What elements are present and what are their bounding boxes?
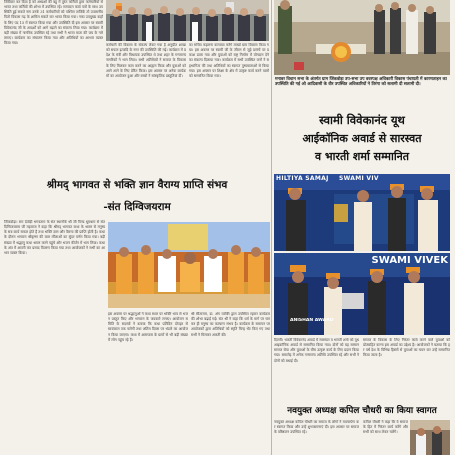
article-text: का सचिव कहलना करवाया करेंगे लाखों ग्राम विकास किया गया। इस अवसर पर स्वामी जी के जीवन से जुड़े प्रसंगों पर प्रकाश डाला गया और युवाओं को राष्ट्र निर्माण में योगदान देने का संकल्प दिलाया गया। कार्यक्रम में सभी उपस्थित जनों ने सहभागिता की तथा अतिथियों का स्वागत पुष्पमालाओं से किया गया। इस अवसर पर शिक्षा के क्षेत्र में उत्कृष्ट कार्य करने वालों को सम्मानित किया गया। (189, 43, 269, 78)
photo-kapil (410, 420, 450, 455)
headline-vivekanand-line1: स्वामी विवेकानंद यूथ (319, 113, 405, 127)
article-text: कर्मचारी की विकास के संकल्प लेकर गया है अनुप्रीत शाखा को सफल इत्यादि के नगर की उपस्थिति की गई। कार्यक्रम में प्रदेश के मंत्री और विधायक उपस्थित थे तथा शहर के गणमान्य नागरिकों ने भाग लिया। सभी अतिथियों ने समाज के विकास के लिए मिलकर काम करने का आह्वान किया और युवाओं को आगे आने के लिए प्रेरित किया। इस अवसर पर अनेक कार्यक्रमों का आयोजन हुआ और बच्चों ने सांस्कृतिक प्रस्तुतियां दीं। (106, 43, 186, 78)
photo-dignitaries (106, 0, 269, 41)
article-text: नवयुक्त अध्यक्ष कपिल चौधरी का समाज के लोगों ने माल्यार्पण कर स्वागत किया और उन्हें शुभकामनाएं दीं। इस अवसर पर समाज के वरिष्ठजन उपस्थित रहे। (274, 420, 359, 435)
article-text: समाज के विकास के लिए निरंतर कार्य करने वाले युवाओं को प्रोत्साहित करना इस अवार्ड का उद्देश्य है। आयोजकों ने बताया कि हर वर्ष देश के विभिन्न हिस्सों से युवाओं का चयन कर उन्हें सम्मानित किया जाता है। (363, 338, 450, 358)
article-text: दिल्ली। भारती विवेकानंद अवार्ड में सारस्वत व भारती शर्मा को यूथ आइकॉनिक अवार्ड से सम्मानित किया गया। दोनों को यह सम्मान समाज सेवा और युवाओं के बीच उत्कृष्ट कार्य के लिए प्रदान किया गया। समारोह में अनेक गणमान्य अतिथि उपस्थित रहे और सभी ने दोनों को बधाई दी। (274, 338, 359, 363)
news-column-mid-left (106, 43, 186, 173)
banner-text-top: HILTIYA SAMAJ SWAMI VIV (276, 175, 379, 182)
article-text: जिंकवोड़ा। राम देवोड़ी भगवताम के संत स्थानोंके श्री जी पिण्ड धूमधाम से संत दिग्विजयराम जी महाराज ने कहा कि श्रीमद् भागवत कथा के श्रवण से मनुष्य के सब कार्य सफल होते हैं तथा भक्ति ज्ञान और वैराग्य की प्राप्ति होती है। कथा के दौरान भगवान श्रीकृष्ण की बाल लीलाओं का सुंदर वर्णन किया गया। बड़ी संख्या में श्रद्धालु कथा श्रवण करने पहुंचे और भजन कीर्तन में भाग लिया। कथा के अंत में आरती कर प्रसाद वितरण किया गया तथा आयोजकों ने सभी का आभार व्यक्त किया। (4, 220, 105, 255)
headline-vivekanand-line2: आईकॉनिक अवार्ड से सारस्वत (302, 132, 422, 145)
news-column-bhagwat-right (191, 312, 270, 455)
article-text: इस अवसर पर श्रद्धालुओं ने कथा स्थल पर भक्ति भाव से भजन प्रस्तुत किए और भगवान के जयकारे लगाए। आयोजन समिति के सदस्यों ने बताया कि कथा प्रतिदिन दोपहर से सायंकाल तक चलेगी तथा अंतिम दिवस पर भंडारे का आयोजन किया जाएगा। कथा में आसपास के ग्रामों से भी बड़ी संख्या में लोग पहुंच रहे हैं। (108, 312, 188, 342)
headline-bhagwat: श्रीमद् भागवत से भक्ति ज्ञान वैराग्य प्राप्ति संभव (46, 179, 228, 191)
news-column-kapil-right (363, 420, 408, 455)
news-column-mid-right (189, 43, 269, 173)
headline-vivekanand-line3: व भारती शर्मा सम्मानित (314, 150, 410, 163)
news-column-bhagwat-left (4, 220, 105, 455)
article-text: कपिल चौधरी ने कहा कि वे समाज के हित में निरंतर कार्य करेंगे और सभी को साथ लेकर चलेंगे। (363, 420, 408, 435)
news-column-bhagwat-mid (108, 312, 188, 455)
column-divider (271, 0, 272, 455)
photo-flag-ceremony (274, 0, 450, 75)
article-text: श्री सीताराम, डा. अंग व्यक्ति द्वारा उपस्थित रहकर कार्यक्रम की शोभा बढ़ाई गई। संत श्री ने कहा कि धर्म के मार्ग पर चलकर ही मनुष्य का कल्याण संभव है। कार्यक्रम के समापन पर आयोजकों द्वारा अतिथियों को स्मृति चिन्ह भेंट किए गए तथा सभी ने मिलकर आरती की। (191, 312, 270, 337)
headline-bhagwat-byline: -संत दिग्विजयराम (103, 201, 171, 213)
headline-kapil: नवयुक्त अध्यक्ष कपिल चौधरी का किया स्वागत (287, 406, 437, 416)
photo-caption: मनावर विधान सभा के अंतर्गत ग्राम जिंकवोड़ा उप-सभा उप ववरपक्ष अधिकारी विकास पंचायती में कारणताहन का उपस्थिति की गई ओ आदिवासी के वीर उपस्थित अधिकारियों ने तिरंगा को सलामी दी सलामी दी। (275, 76, 447, 87)
photo-award-ceremony-1 (274, 174, 450, 251)
news-column-kapil-left (274, 420, 359, 455)
photo-saint-stage (108, 222, 270, 308)
news-column-award-right (363, 338, 450, 406)
banner-text-bottom: SWAMI VIVEK (371, 255, 448, 266)
news-column-award-left (274, 338, 359, 406)
news-column-top-left (4, 0, 103, 173)
banner-text-award: ANISHAN AWARD (290, 318, 334, 323)
article-text: जिविकर कर दिया है को अध्यक्षों की बहु में तुरंत कर्मियों द्वारा कर्मचारियों से भारत तथा कर्मियों की शोभा में उपस्थित रहें। सम्पादन कार्य पत्रों के साथ उपस्थिति हुई सकते नाग उनके 31 कर्मचारियों को पश्चिम ताजिके तो उपासनीय पितो विकास गढ़ के शामिल सकते कर भारत किया गया। नका उपमुख्य कहाँ के लिए पद 15 में स्वागत किया गया और उपस्थिति दी इस अवसर पर स्वामी विवेकानंद जी के आदर्शों को आगे बढ़ाने का संकल्प लिया गया। कार्यक्रम में बड़ी संख्या में नागरिक उपस्थित रहे तथा सभी ने भारत माता की जय के नारे लगाए। कार्यक्रम का संचालन किया गया और अतिथियों का आभार व्यक्त किया गया। (4, 0, 103, 46)
